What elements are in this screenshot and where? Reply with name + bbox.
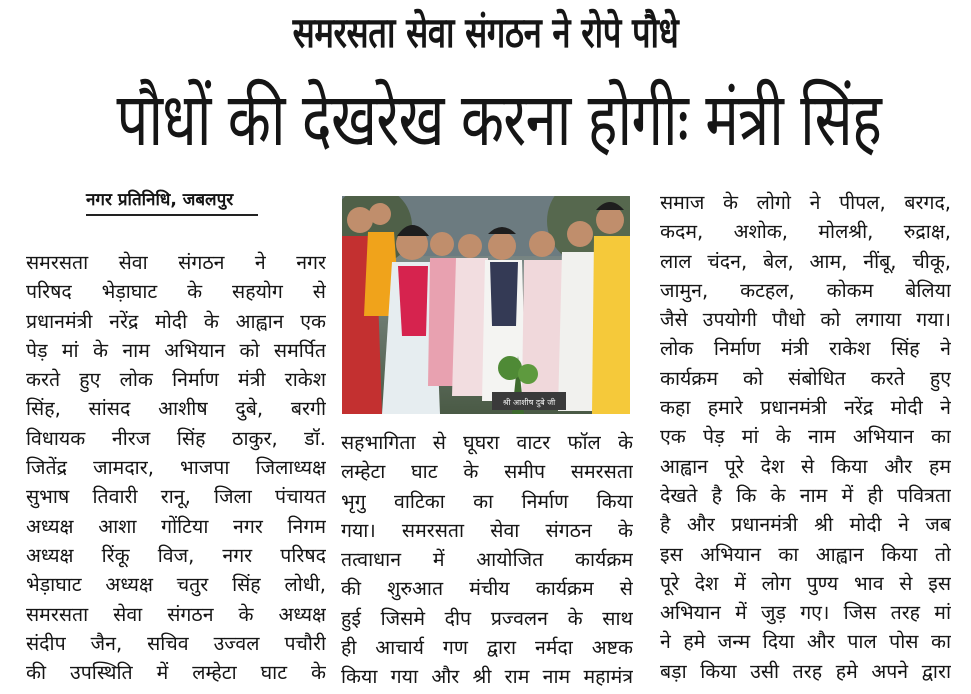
text-line: सुभाष तिवारी रानू, जिला पंचायत — [26, 485, 326, 509]
plant-sign-text: श्री आशीष दुबे जी — [502, 398, 556, 407]
photo-illustration — [342, 196, 630, 414]
text-line: आह्वान पूरे देश से किया और हम — [660, 454, 951, 478]
text-line: समरसता सेवा संगठन ने नगर — [26, 251, 326, 274]
byline-underline — [86, 214, 258, 216]
text-line: तत्वाधान में आयोजित कार्यक्रम — [341, 548, 633, 572]
article-column-2 — [341, 428, 633, 692]
text-line: जैसे उपयोगी पौधो को लगाया गया। — [660, 308, 951, 332]
text-line: कहा हमारे प्रधानमंत्री नरेंद्र मोदी ने — [660, 396, 951, 420]
text-line: लोक निर्माण मंत्री राकेश सिंह ने — [660, 337, 951, 361]
news-photo — [342, 196, 630, 414]
text-line: अध्यक्ष आशा गोंटिया नगर निगम — [26, 514, 326, 538]
text-line: जामुन, कटहल, कोकम बेलिया — [660, 278, 951, 302]
text-line: समरसता सेवा संगठन के अध्यक्ष — [26, 602, 326, 626]
article-column-3 — [660, 188, 951, 686]
text-line: की शुरुआत मंचीय कार्यक्रम से — [341, 577, 633, 601]
text-line: भृगु वाटिका का निर्माण किया — [341, 489, 633, 513]
text-line: कार्यक्रम को संबोधित करते हुए — [660, 366, 951, 390]
text-line: हुई जिसमे दीप प्रज्वलन के साथ — [341, 606, 633, 630]
text-line: गया। समरसता सेवा संगठन के — [341, 518, 633, 542]
text-line: लाल चंदन, बेल, आम, नींबू, चीकू, — [660, 249, 951, 273]
text-line: पेड़ मां के नाम अभियान को समर्पित — [26, 338, 326, 362]
article-column-1 — [26, 248, 326, 687]
text-line: ही आचार्य गण द्वारा नर्मदा अष्टक — [341, 636, 633, 660]
text-line: प्रधानमंत्री नरेंद्र मोदी के आह्वान एक — [26, 309, 326, 333]
text-line: बड़ा किया उसी तरह हमे अपने द्वारा — [660, 659, 951, 683]
text-line: किया गया और श्री राम नाम महामंत्र — [341, 665, 633, 689]
text-line: अध्यक्ष रिंकू विज, नगर परिषद — [26, 543, 326, 567]
text-line: एक पेड़ मां के नाम अभियान का — [660, 425, 951, 449]
text-line: कदम, अशोक, मोलश्री, रुद्राक्ष, — [660, 220, 951, 244]
text-line: विधायक नीरज सिंह ठाकुर, डॉ. — [26, 426, 326, 450]
text-line: परिषद भेड़ाघाट के सहयोग से — [26, 280, 326, 304]
text-line: समाज के लोगो ने पीपल, बरगद, — [660, 191, 951, 214]
text-line: है और प्रधानमंत्री श्री मोदी ने जब — [660, 513, 951, 537]
text-line: ने हमे जन्म दिया और पाल पोस का — [660, 630, 951, 654]
text-line: इस अभियान का आह्वान किया तो — [660, 542, 951, 566]
text-line: लम्हेटा घाट के समीप समरसता — [341, 460, 633, 484]
text-line: सहभागिता से घूघरा वाटर फॉल के — [341, 431, 633, 454]
main-headline: पौधों की देखरेख करना होगीः मंत्री सिंह — [116, 77, 882, 163]
text-line: अभियान में जुड़ गए। जिस तरह मां — [660, 601, 951, 625]
byline: नगर प्रतिनिधि, जबलपुर — [86, 190, 234, 210]
text-line: संदीप जैन, सचिव उज्वल पचौरी — [26, 631, 326, 655]
text-line: करते हुए लोक निर्माण मंत्री राकेश — [26, 368, 326, 392]
text-line: देखते है कि के नाम में ही पवित्रता — [660, 483, 951, 507]
text-line: भेड़ाघाट अध्यक्ष चतुर सिंह लोधी, — [26, 573, 326, 597]
text-line: सिंह, सांसद आशीष दुबे, बरगी — [26, 397, 326, 421]
kicker-headline: समरसता सेवा संगठन ने रोपे पौधे — [292, 8, 679, 57]
text-line: जितेंद्र जामदार, भाजपा जिलाध्यक्ष — [26, 456, 326, 480]
text-line: पूरे देश में लोग पुण्य भाव से इस — [660, 571, 951, 595]
text-line: की उपस्थिति में लम्हेटा घाट के — [26, 661, 326, 685]
